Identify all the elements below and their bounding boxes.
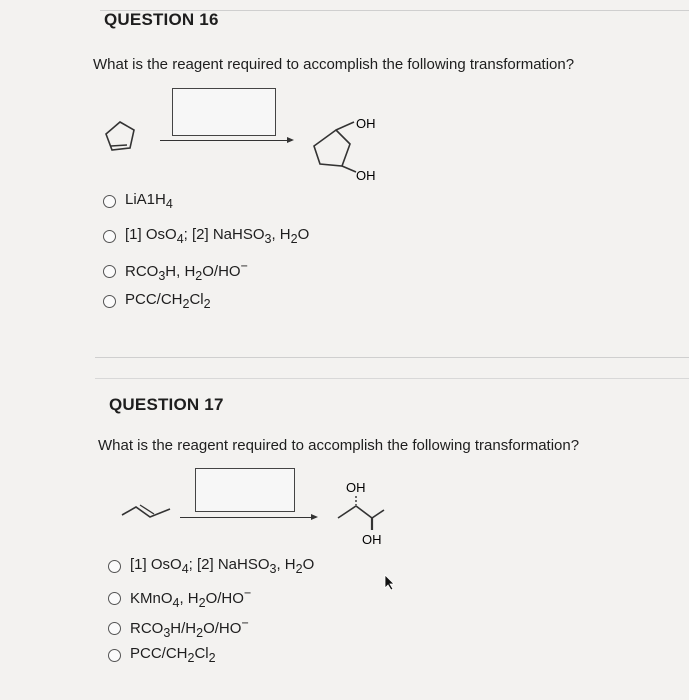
option-text: PCC/$CH_2Cl_2$	[130, 645, 216, 665]
option-text: $RCO_3H/H_2O/HO^-$	[130, 616, 249, 640]
q16-option-2[interactable]	[103, 226, 309, 246]
q16-option-1[interactable]	[103, 191, 173, 211]
option-text: PCC/$CH_2Cl_2$	[125, 291, 211, 311]
q17-product-oh-top: OH	[346, 480, 366, 495]
cyclopentane-diol-structure	[300, 108, 400, 192]
radio-button[interactable]	[103, 295, 116, 308]
option-text: KMnO$_4$, $H_2O/HO^-$	[130, 586, 252, 610]
q16-option-3[interactable]	[103, 259, 248, 283]
question-16-prompt: What is the reagent required to accomplish the following transformation?	[93, 56, 575, 73]
mouse-cursor-icon	[383, 574, 397, 592]
radio-button[interactable]	[108, 560, 121, 573]
q16-reagent-answer-box[interactable]	[172, 88, 276, 136]
q17-option-1[interactable]	[108, 556, 314, 576]
butene-structure	[118, 495, 182, 529]
q16-reaction-arrow	[160, 140, 292, 141]
q17-reaction-arrow	[180, 517, 316, 518]
butanediol-structure	[332, 478, 402, 552]
question-17-title: QUESTION 17	[109, 395, 224, 414]
q17-option-3[interactable]	[108, 616, 249, 640]
radio-button[interactable]	[103, 230, 116, 243]
radio-button[interactable]	[108, 592, 121, 605]
q16-option-4[interactable]	[103, 291, 211, 311]
q16-product-oh-bottom: OH	[356, 168, 376, 183]
section-divider	[95, 357, 689, 358]
q17-option-2[interactable]	[108, 586, 251, 610]
question-16-title: QUESTION 16	[104, 10, 219, 29]
radio-button[interactable]	[103, 195, 116, 208]
option-text: [1] OsO$_4$; [2] NaHSO$_3$, $H_2O$	[130, 556, 315, 576]
option-text: $LiA1H_4$	[125, 191, 173, 211]
question-17-prompt: What is the reagent required to accomplish the following transformation?	[98, 437, 580, 454]
radio-button[interactable]	[108, 622, 121, 635]
q17-option-4[interactable]	[108, 645, 216, 665]
section-divider-2	[95, 378, 689, 379]
q17-product-oh-bottom: OH	[362, 532, 382, 547]
option-text: $RCO_3H$, $H_2O/HO^-$	[125, 259, 248, 283]
q17-reagent-answer-box[interactable]	[195, 468, 295, 512]
q16-product-oh-top: OH	[356, 116, 376, 131]
radio-button[interactable]	[103, 265, 116, 278]
option-text: [1] OsO$_4$; [2] NaHSO$_3$, $H_2O$	[125, 226, 310, 246]
radio-button[interactable]	[108, 649, 121, 662]
cyclopentene-structure	[100, 110, 160, 160]
